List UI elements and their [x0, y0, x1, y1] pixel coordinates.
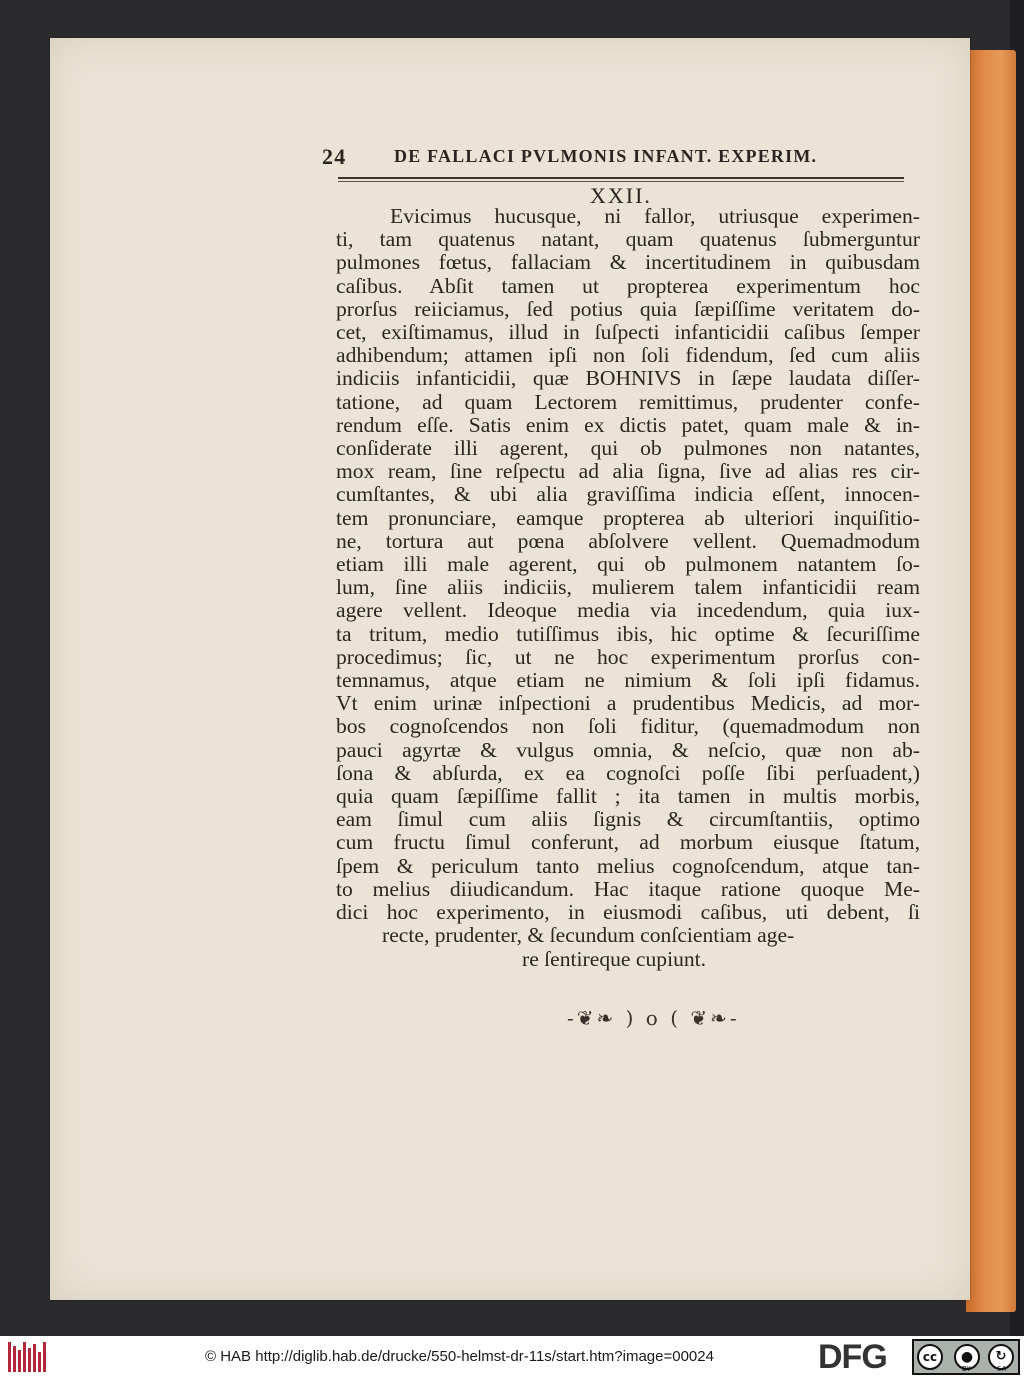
text-line: adhibendum; attamen ipſi non ſoli fidendum, ſed cum aliis — [336, 343, 920, 368]
text-line: cet, exiſtimamus, illud in ſuſpecti infanticidii caſibus ſemper — [336, 320, 920, 345]
text-line: agere vellent. Ideoque media via incedendum, quia iux- — [336, 598, 920, 623]
end-ornament: -❦❧ ) o ( ❦❧- — [567, 1006, 740, 1030]
text-line: dici hoc experimento, in eiusmodi caſibus, uti debent, ſi — [336, 900, 920, 925]
body-text — [336, 205, 920, 971]
sa-share-icon: ↻ — [988, 1344, 1014, 1370]
section-number: XXII. — [590, 183, 652, 208]
text-line: quia quam ſæpiſſime fallit ; ita tamen in multis morbis, — [336, 784, 920, 809]
text-line: recte, prudenter, & ſecundum conſcientiam age- — [382, 923, 795, 948]
hab-logo-icon[interactable] — [6, 1342, 48, 1372]
text-line: Vt enim urinæ inſpectioni a prudentibus Medicis, ad mor- — [336, 691, 920, 716]
text-line: temnamus, atque etiam ne nimium & ſoli ipſi fidamus. — [336, 668, 920, 693]
by-label: BY — [962, 1365, 971, 1373]
cc-icon: cc — [917, 1344, 943, 1370]
running-header — [322, 142, 882, 176]
text-line: ſona & abſurda, ex ea cognoſci poſſe ſibi perſuadent,) — [336, 760, 920, 785]
book-cover-edge — [966, 50, 1016, 1312]
header-rule — [338, 177, 904, 179]
by-person-icon: ● — [954, 1344, 980, 1370]
text-line: ta tritum, medio tutiſſimus ibis, hic optime & ſecuriſſime — [336, 621, 920, 646]
footer-bar — [0, 1336, 1024, 1378]
dfg-logo[interactable]: DFG — [818, 1338, 887, 1376]
text-line: re ſentireque cupiunt. — [522, 946, 707, 971]
text-line: prorſus reiiciamus, ſed potius quia ſæpiſſime veritatem do- — [336, 296, 920, 321]
text-line: bos cognoſcendos non ſoli fiditur, (quemadmodum non — [336, 714, 920, 739]
text-line: caſibus. Abſit tamen ut propterea experimentum hoc — [336, 273, 920, 298]
text-line: to melius diiudicandum. Hac itaque ratione quoque Me- — [336, 876, 920, 901]
text-line: cum fructu ſimul conferunt, ad morbum eiusque ſtatum, — [336, 830, 920, 855]
sa-label: SA — [997, 1365, 1007, 1373]
text-line: pauci agyrtæ & vulgus omnia, & neſcio, quæ non ab- — [336, 737, 920, 762]
copyright-link[interactable]: © HAB http://diglib.hab.de/drucke/550-helmst-dr-11s/start.htm?image=00024 — [205, 1348, 714, 1365]
text-line: lum, ſine aliis indiciis, mulierem talem infanticidii ream — [336, 575, 920, 600]
text-line: eam ſimul cum aliis ſignis & circumſtantiis, optimo — [336, 807, 920, 832]
text-line: Evicimus hucusque, ni fallor, utriusque experimen- — [390, 204, 920, 228]
text-line: rendum eſſe. Satis enim ex dictis patet, quam male & in- — [336, 412, 920, 437]
text-line: procedimus; ſic, ut ne hoc experimentum prorſus con- — [336, 644, 920, 669]
text-line: conſiderate illi agerent, qui ob pulmones non natantes, — [336, 436, 920, 461]
page-number: 24 — [322, 144, 347, 169]
header-rule-thin — [338, 181, 904, 182]
text-line: cumſtantes, & ubi alia graviſſima indicia eſſent, innocen- — [336, 482, 920, 507]
cc-license-badge[interactable] — [912, 1339, 1020, 1375]
text-line: mox ream, ſine reſpectu ad alia ſigna, ſive ad alias res cir- — [336, 459, 920, 484]
text-line: tatione, ad quam Lectorem remittimus, prudenter confe- — [336, 389, 920, 414]
text-line: etiam illi male agerent, qui ob pulmonem natantem ſo- — [336, 552, 920, 577]
text-line: indiciis infanticidii, quæ BOHNIVS in ſæpe laudata diſſer- — [336, 366, 920, 391]
text-line: ne, tortura aut pœna abſolvere vellent. Quemadmodum — [336, 528, 920, 553]
text-line: pulmones fœtus, fallaciam & incertitudinem in quibusdam — [336, 250, 920, 275]
text-line: ſpem & periculum tanto melius cognoſcendum, atque tan- — [336, 853, 920, 878]
running-title: DE FALLACI PVLMONIS INFANT. EXPERIM. — [394, 146, 818, 166]
text-line: tem pronunciare, eamque propterea ab ulteriori inquiſitio- — [336, 505, 920, 530]
text-line: ti, tam quatenus natant, quam quatenus ſubmerguntur — [336, 227, 920, 252]
